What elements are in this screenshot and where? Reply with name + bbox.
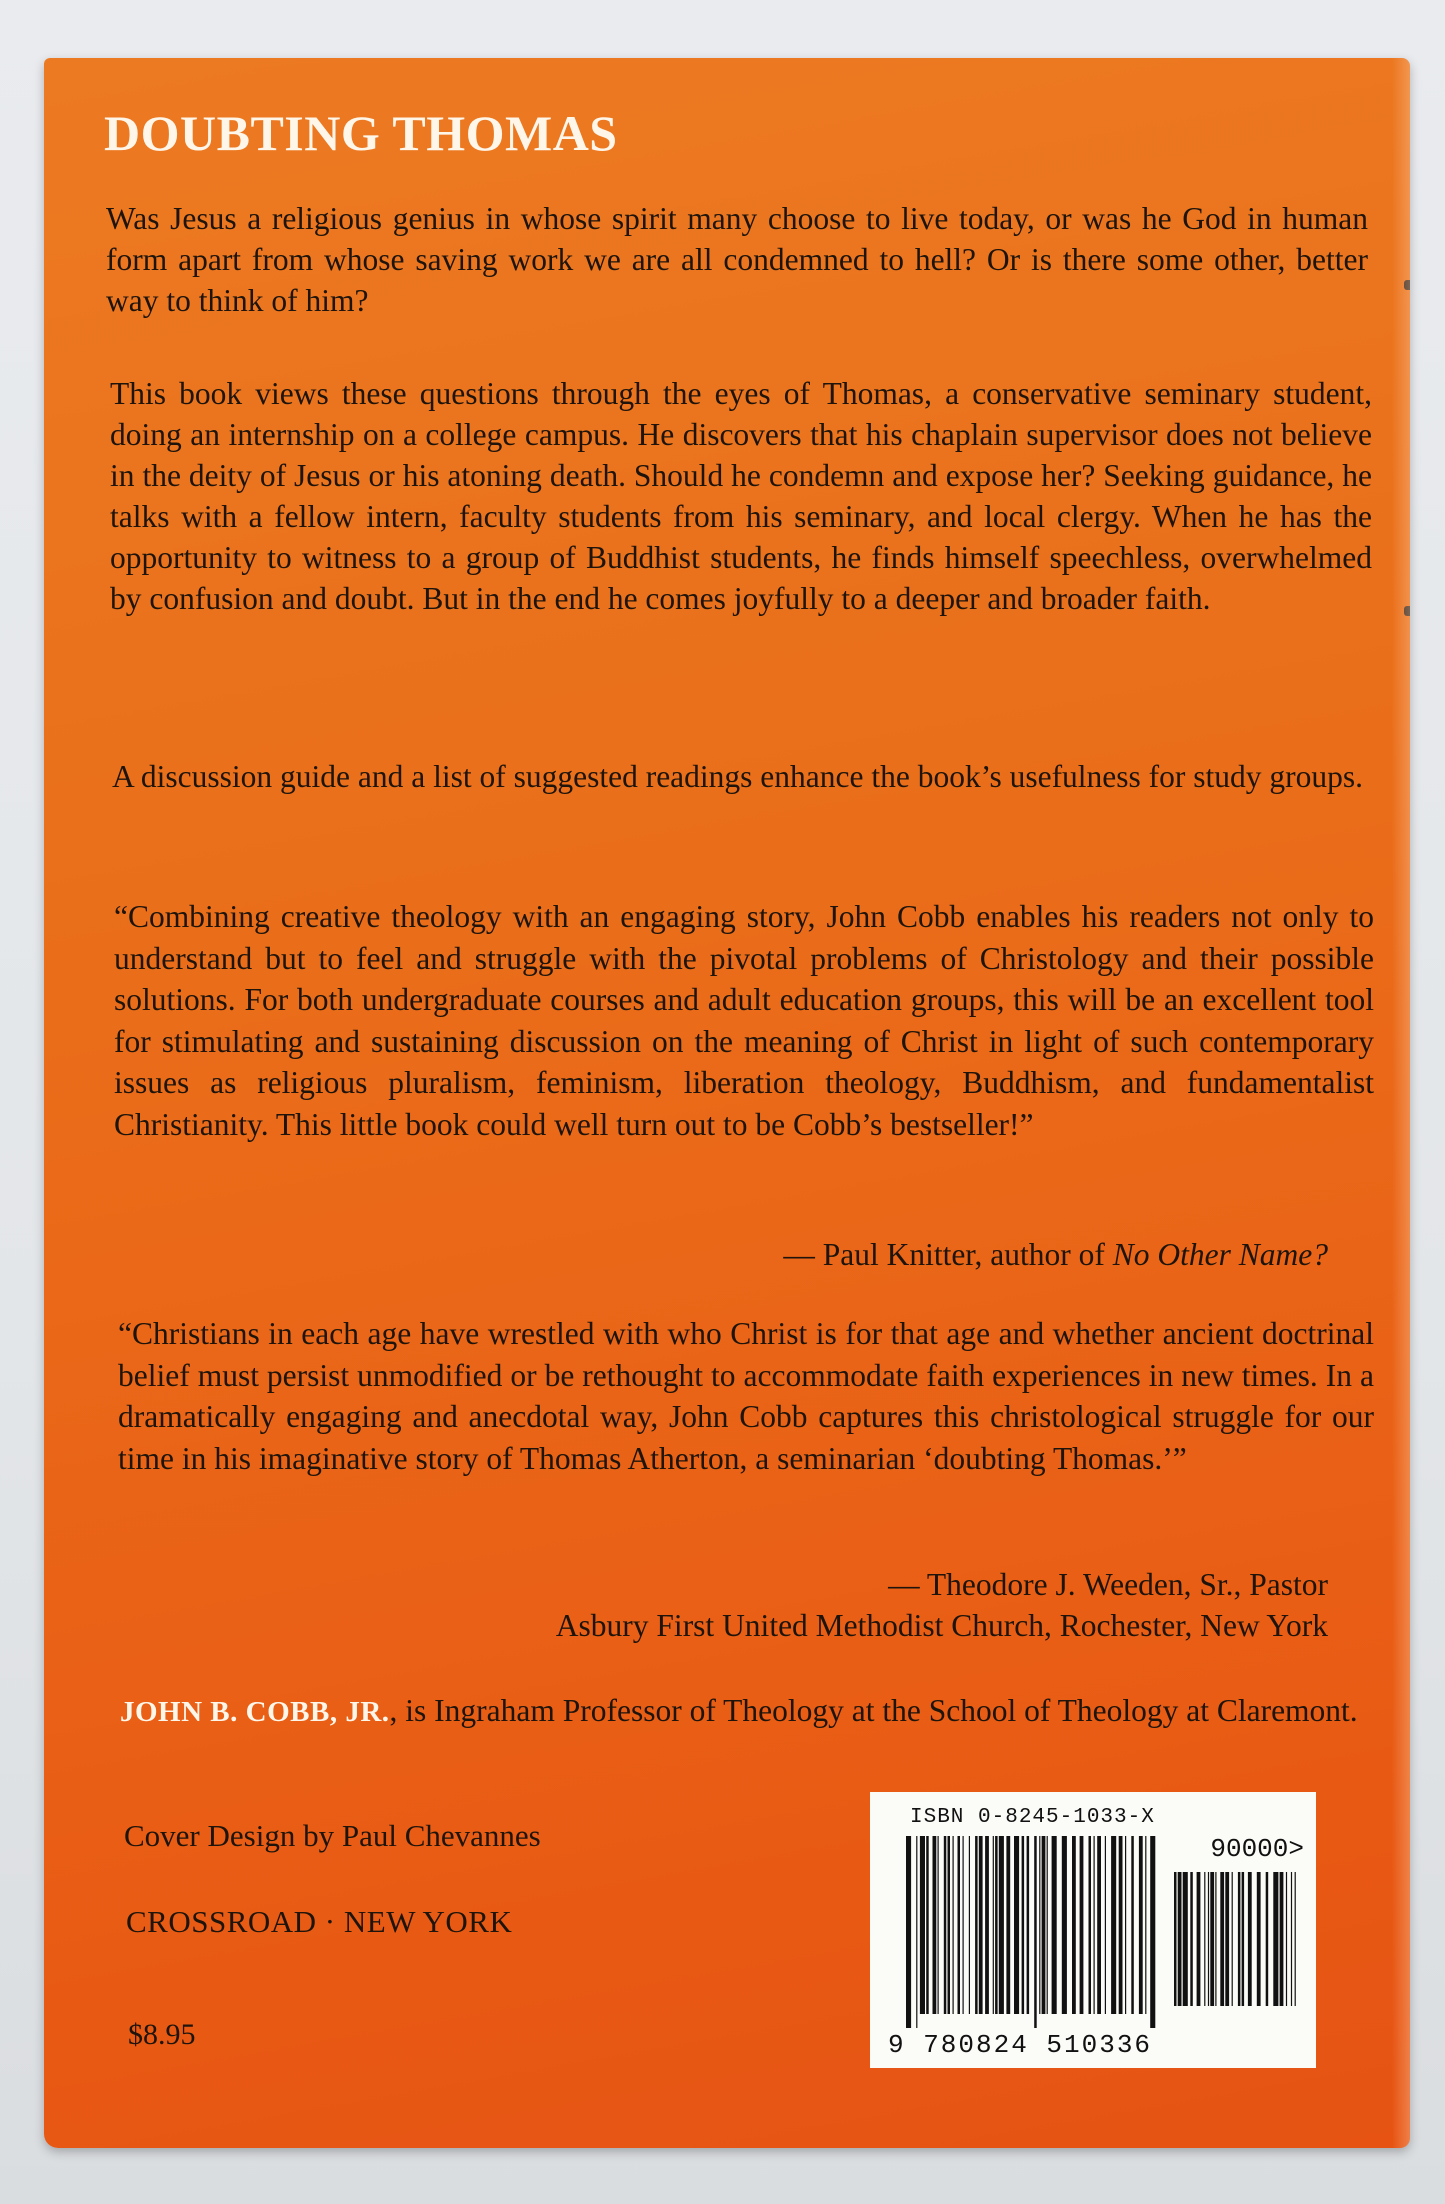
attribution-author: — Paul Knitter, author of	[783, 1237, 1113, 1272]
review-attribution-affiliation: Asbury First United Methodist Church, Rochester, New York	[555, 1608, 1328, 1643]
author-bio-text: , is Ingraham Professor of Theology at the School of Theology at Claremont.	[389, 1693, 1358, 1728]
description-paragraph: This book views these questions through the eyes of Thomas, a conservative seminary student, doing an internship on a college campus. He discovers that his chaplain supervisor does not believe in the deity of Jesus or his atoning death. Should he condemn and expose her? Seeking guidance, he talks with a fellow intern, faculty students from his seminary, and local clergy. When he has the opportunity to witness to a group of Buddhist students, he finds himself speechless, overwhelmed by confusion and doubt. But in the end he comes joyfully to a deeper and broader faith.	[110, 376, 1372, 616]
description-paragraph: A discussion guide and a list of suggested readings enhance the book’s usefulness for study groups.	[112, 759, 1364, 794]
barcode-addon-icon	[1174, 1872, 1298, 2020]
barcode-icon	[906, 1836, 1156, 2028]
cover-design-credit: Cover Design by Paul Chevannes	[124, 1818, 541, 1853]
description-paragraph: Was Jesus a religious genius in whose spirit many choose to live today, or was he God in human form apart from whose saving work we are all condemned to hell? Or is there some other, better way to think of him?	[106, 201, 1368, 318]
page-tab-mark	[1404, 280, 1410, 290]
review-quote: “Combining creative theology with an engaging story, John Cobb enables his readers not only to understand but to feel and struggle with the pivotal problems of Christology and their possible solutions. For both undergraduate courses and adult education groups, this will be an excellent tool for stimulating and sustaining discussion on the meaning of Christ in light of such contemporary issues as religious pluralism, feminism, liberation theology, Buddhism, and fundamentalist Christianity. This little book could well turn out to be Cobb’s bestseller!”	[114, 899, 1374, 1142]
publisher-imprint: CROSSROAD · NEW YORK	[126, 1904, 513, 1939]
author-bio	[120, 1690, 1376, 1733]
isbn-barcode-label	[870, 1792, 1316, 2068]
author-name: JOHN B. COBB, JR.	[120, 1696, 390, 1728]
review-attribution: — Theodore J. Weeden, Sr., Pastor	[888, 1567, 1328, 1602]
price-label: $8.95	[128, 2018, 196, 2051]
attribution-work-title: No Other Name?	[1112, 1237, 1328, 1272]
book-back-cover	[44, 58, 1410, 2148]
ean-number: 9 780824 510336	[888, 2030, 1153, 2060]
book-title: DOUBTING THOMAS	[104, 105, 618, 161]
review-attribution	[783, 1234, 1328, 1275]
review-quote: “Christians in each age have wrestled with who Christ is for that age and whether ancient doctrinal belief must persist unmodified or be rethought to accommodate faith experiences in new times. In a dramatically engaging and anecdotal way, John Cobb captures this christological struggle for our time in his imaginative story of Thomas Atherton, a seminarian ‘doubting Thomas.’”	[118, 1316, 1374, 1476]
barcode-addon-number: 90000>	[1210, 1834, 1304, 1864]
isbn-number: ISBN 0-8245-1033-X	[910, 1806, 1155, 1829]
page-tab-mark	[1404, 606, 1410, 616]
